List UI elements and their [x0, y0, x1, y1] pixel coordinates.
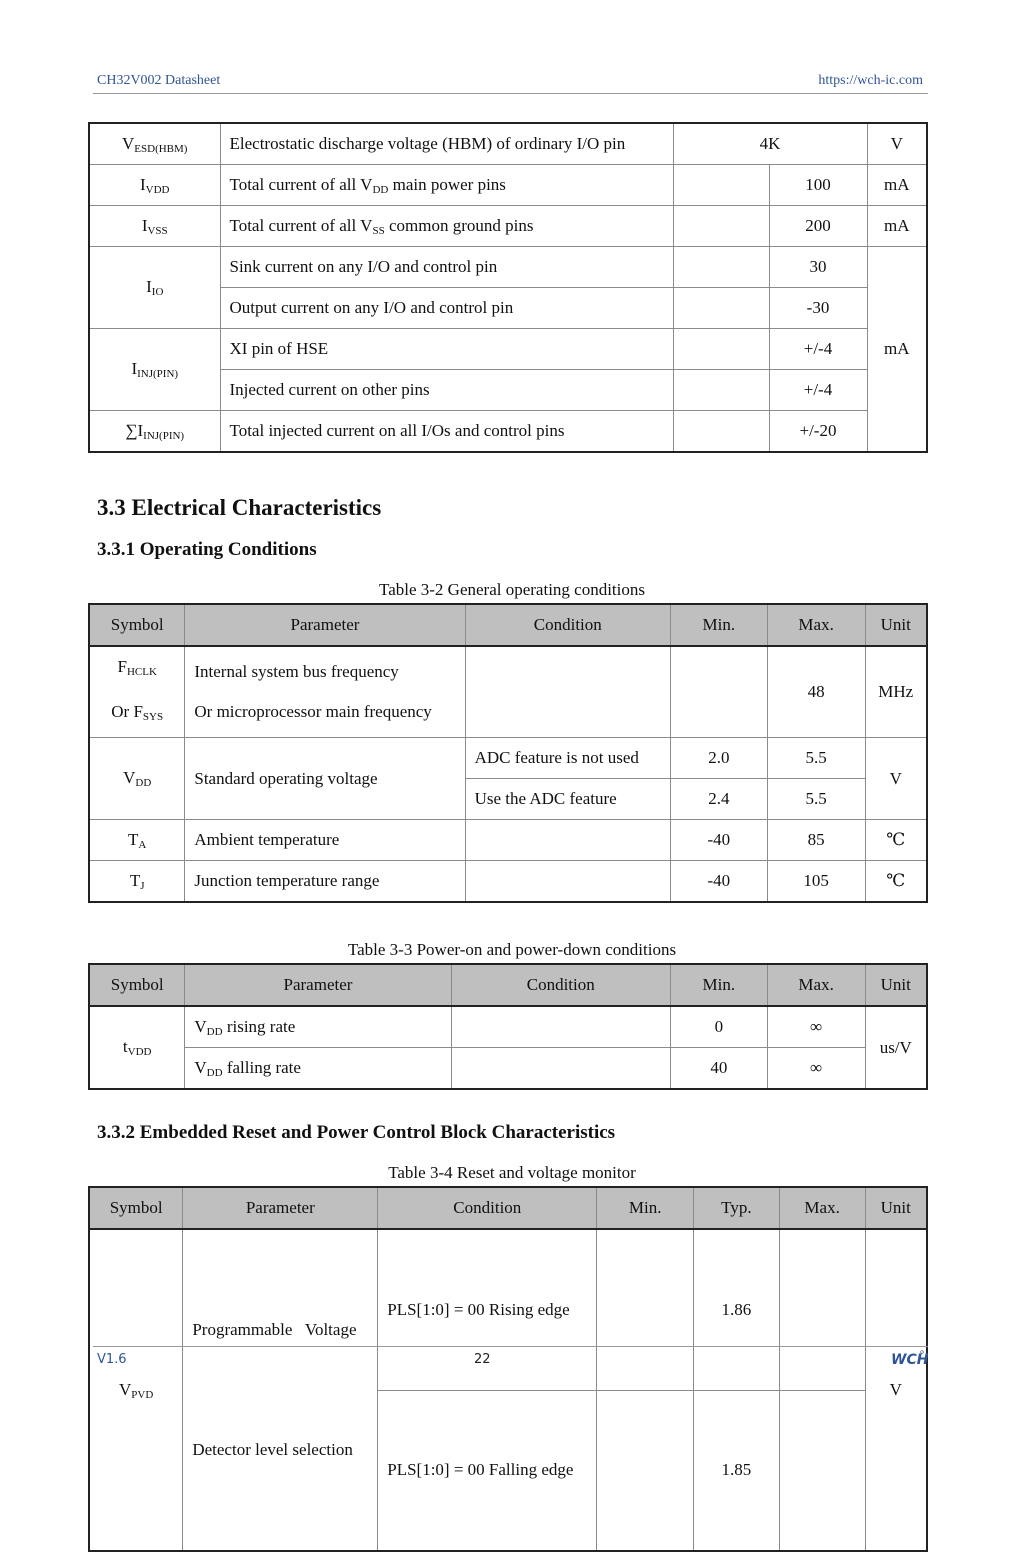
parameter-cell: $V_{DD}$ falling rate — [185, 1048, 451, 1090]
parameter-cell: Programmable Voltage Detector level selection — [183, 1229, 378, 1551]
description-cell: Electrostatic discharge voltage (HBM) of ordinary I/O pin — [220, 123, 673, 165]
unit-cell: mA — [867, 247, 927, 453]
parameter-cell: Standard operating voltage — [185, 738, 465, 820]
symbol-cell: $I_{INJ(PIN)}$ — [89, 329, 220, 411]
column-header: Max. — [767, 604, 865, 646]
value-cell: -30 — [769, 288, 867, 329]
column-header: Parameter — [185, 964, 451, 1006]
symbol-cell: $I_{VDD}$ — [89, 165, 220, 206]
parameter-cell: Internal system bus frequency Or microprocessor main frequency — [185, 646, 465, 738]
max-cell: 48 — [767, 646, 865, 738]
symbol-cell: $V_{ESD(HBM)}$ — [89, 123, 220, 165]
empty-cell — [670, 646, 767, 738]
value-cell: 200 — [769, 206, 867, 247]
unit-cell: mA — [867, 165, 927, 206]
column-header: Symbol — [89, 1187, 183, 1229]
empty-cell — [451, 1006, 670, 1048]
absolute-ratings-table — [88, 122, 928, 453]
unit-cell: ℃ — [865, 820, 927, 861]
table-row — [89, 247, 927, 288]
symbol-cell: $T_A$ — [89, 820, 185, 861]
min-cell: 2.0 — [670, 738, 767, 779]
table-caption: Table 3-4 Reset and voltage monitor — [388, 1163, 636, 1182]
value-cell: +/-20 — [769, 411, 867, 453]
column-header: Parameter — [183, 1187, 378, 1229]
table-row — [89, 861, 927, 903]
table-header-row — [89, 964, 927, 1006]
empty-cell — [597, 1229, 694, 1390]
table-row — [89, 1048, 927, 1090]
condition-cell: Use the ADC feature — [465, 779, 670, 820]
unit-cell: ℃ — [865, 861, 927, 903]
column-header: Min. — [597, 1187, 694, 1229]
max-cell: ∞ — [767, 1048, 865, 1090]
table-row — [89, 123, 927, 165]
description-cell: Total injected current on all I/Os and control pins — [220, 411, 673, 453]
column-header: Condition — [465, 604, 670, 646]
section-heading: 3.3 Electrical Characteristics — [97, 495, 382, 520]
table-row — [89, 738, 927, 779]
column-header: Unit — [865, 1187, 927, 1229]
empty-cell — [779, 1390, 865, 1551]
empty-cell — [673, 370, 769, 411]
column-header: Condition — [451, 964, 670, 1006]
parameter-cell: Ambient temperature — [185, 820, 465, 861]
column-header: Min. — [670, 604, 767, 646]
empty-cell — [779, 1229, 865, 1390]
description-cell: Output current on any I/O and control pin — [220, 288, 673, 329]
table-caption: Table 3-3 Power-on and power-down conditions — [347, 940, 677, 959]
parameter-cell: $V_{DD}$ rising rate — [185, 1006, 451, 1048]
empty-cell — [465, 820, 670, 861]
typ-cell: 1.86 — [694, 1229, 780, 1390]
description-cell: Injected current on other pins — [220, 370, 673, 411]
column-header: Parameter — [185, 604, 465, 646]
empty-cell — [465, 646, 670, 738]
column-header: Min. — [670, 964, 767, 1006]
condition-cell: PLS[1:0] = 00 Rising edge — [378, 1229, 597, 1390]
empty-cell — [451, 1048, 670, 1090]
max-cell: 85 — [767, 820, 865, 861]
table-row — [89, 329, 927, 370]
subsection-heading: 3.3.2 Embedded Reset and Power Control Block Characteristics — [97, 1122, 616, 1143]
table-row — [89, 206, 927, 247]
condition-cell: PLS[1:0] = 00 Falling edge — [378, 1390, 597, 1551]
column-header: Condition — [378, 1187, 597, 1229]
wch-logo-text: WCH — [891, 1352, 929, 1368]
min-cell: -40 — [670, 820, 767, 861]
min-cell: 0 — [670, 1006, 767, 1048]
table-header-row — [89, 1187, 927, 1229]
column-header: Unit — [865, 604, 927, 646]
empty-cell — [673, 288, 769, 329]
power-conditions-table — [88, 963, 928, 1090]
condition-cell: ADC feature is not used — [465, 738, 670, 779]
header-url[interactable]: https://wch-ic.com — [818, 73, 923, 88]
footer-divider — [93, 1346, 928, 1347]
description-cell: Total current of all $V_{DD}$ main power pins — [220, 165, 673, 206]
symbol-cell: $I_{VSS}$ — [89, 206, 220, 247]
min-cell: 2.4 — [670, 779, 767, 820]
page-number: 22 — [474, 1352, 491, 1367]
max-cell: 5.5 — [767, 779, 865, 820]
max-cell: 105 — [767, 861, 865, 903]
empty-cell — [673, 329, 769, 370]
max-cell: 5.5 — [767, 738, 865, 779]
parameter-cell: Junction temperature range — [185, 861, 465, 903]
symbol-cell: $V_{PVD}$ — [89, 1229, 183, 1551]
description-cell: Total current of all $V_{SS}$ common ground pins — [220, 206, 673, 247]
symbol-cell: $I_{IO}$ — [89, 247, 220, 329]
description-cell: Sink current on any I/O and control pin — [220, 247, 673, 288]
subsection-heading: 3.3.1 Operating Conditions — [97, 539, 317, 560]
wch-logo — [890, 1349, 929, 1368]
typ-cell: 1.85 — [694, 1390, 780, 1551]
footer-version: V1.6 — [97, 1352, 127, 1367]
value-cell: 4K — [673, 123, 867, 165]
table-header-row — [89, 604, 927, 646]
header-divider — [93, 93, 928, 94]
description-cell: XI pin of HSE — [220, 329, 673, 370]
empty-cell — [673, 411, 769, 453]
column-header: Typ. — [694, 1187, 780, 1229]
min-cell: 40 — [670, 1048, 767, 1090]
unit-cell: MHz — [865, 646, 927, 738]
max-cell: ∞ — [767, 1006, 865, 1048]
empty-cell — [597, 1390, 694, 1551]
unit-cell: V — [865, 1229, 927, 1551]
min-cell: -40 — [670, 861, 767, 903]
column-header: Symbol — [89, 964, 185, 1006]
column-header: Unit — [865, 964, 927, 1006]
unit-cell: mA — [867, 206, 927, 247]
reset-voltage-table — [88, 1186, 928, 1552]
unit-cell: V — [867, 123, 927, 165]
value-cell: 100 — [769, 165, 867, 206]
symbol-cell: $T_J$ — [89, 861, 185, 903]
value-cell: +/-4 — [769, 329, 867, 370]
unit-cell: us/V — [865, 1006, 927, 1089]
table-row — [89, 1229, 927, 1390]
column-header: Max. — [779, 1187, 865, 1229]
header-title: CH32V002 Datasheet — [97, 73, 221, 88]
operating-conditions-table — [88, 603, 928, 903]
table-row — [89, 820, 927, 861]
empty-cell — [673, 165, 769, 206]
column-header: Symbol — [89, 604, 185, 646]
symbol-cell: $F_{HCLK}$ Or $F_{SYS}$ — [89, 646, 185, 738]
table-row — [89, 1006, 927, 1048]
table-row — [89, 411, 927, 453]
value-cell: +/-4 — [769, 370, 867, 411]
column-header: Max. — [767, 964, 865, 1006]
table-row — [89, 646, 927, 738]
value-cell: 30 — [769, 247, 867, 288]
empty-cell — [673, 206, 769, 247]
table-caption: Table 3-2 General operating conditions — [379, 580, 645, 599]
empty-cell — [673, 247, 769, 288]
symbol-cell: $\sum I_{INJ(PIN)}$ — [89, 411, 220, 453]
unit-cell: V — [865, 738, 927, 820]
symbol-cell: $V_{DD}$ — [89, 738, 185, 820]
table-row — [89, 165, 927, 206]
symbol-cell: $t_{VDD}$ — [89, 1006, 185, 1089]
empty-cell — [465, 861, 670, 903]
